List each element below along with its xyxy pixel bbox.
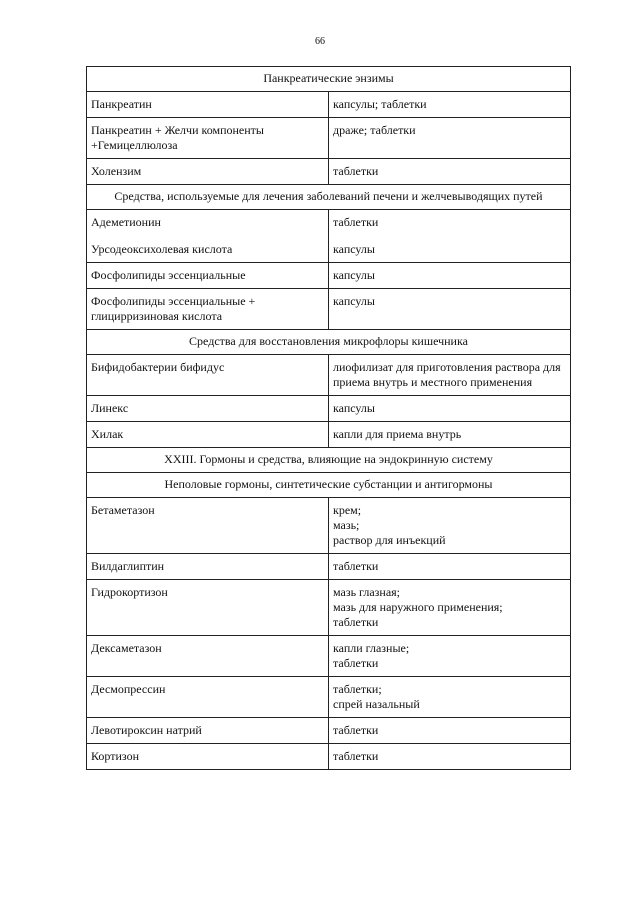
drug-name: Урсодеоксихолевая кислота [91, 242, 233, 256]
dosage-form: капсулы [333, 242, 375, 256]
table-row [87, 718, 571, 744]
dosage-form: таблетки [333, 656, 379, 670]
dosage-form-cell [329, 159, 571, 185]
table-row [87, 159, 571, 185]
dosage-form: таблетки [333, 215, 379, 229]
section-header-row [87, 473, 571, 498]
section-title: XXIII. Гормоны и средства, влияющие на эндокринную систему [87, 448, 571, 473]
table-row [87, 636, 571, 677]
dosage-form: капсулы [333, 268, 375, 282]
drug-name-cell [87, 580, 329, 636]
dosage-form: мазь глазная; [333, 585, 401, 599]
dosage-form-cell [329, 210, 571, 263]
dosage-form: лиофилизат для приготовления раствора для приема внутрь и местного применения [333, 360, 561, 389]
drug-name: Кортизон [91, 749, 140, 763]
table-row [87, 422, 571, 448]
drug-name-cell [87, 210, 329, 263]
table-row [87, 744, 571, 770]
dosage-form-cell [329, 289, 571, 330]
table-row [87, 355, 571, 396]
drug-name-cell [87, 92, 329, 118]
dosage-form-cell [329, 498, 571, 554]
dosage-form: таблетки [333, 164, 379, 178]
dosage-form-cell [329, 92, 571, 118]
dosage-form: спрей назальный [333, 697, 420, 711]
dosage-form: капсулы; таблетки [333, 97, 427, 111]
dosage-form: капсулы [333, 401, 375, 415]
dosage-form: раствор для инъекций [333, 533, 446, 547]
drug-table [86, 66, 571, 770]
dosage-form-cell [329, 396, 571, 422]
table-row [87, 396, 571, 422]
dosage-form-cell [329, 718, 571, 744]
section-header-row [87, 185, 571, 210]
drug-name: Панкреатин [91, 97, 152, 111]
drug-name: Бетаметазон [91, 503, 155, 517]
drug-name: +Гемицеллюлоза [91, 138, 178, 152]
drug-name: Фосфолипиды эссенциальные [91, 268, 246, 282]
drug-name-cell [87, 554, 329, 580]
table-row [87, 263, 571, 289]
drug-name-cell [87, 355, 329, 396]
dosage-form: таблетки [333, 615, 379, 629]
dosage-form: капсулы [333, 294, 375, 308]
dosage-form-cell [329, 355, 571, 396]
table-row [87, 289, 571, 330]
dosage-form-cell [329, 554, 571, 580]
dosage-form-cell [329, 118, 571, 159]
dosage-form-cell [329, 744, 571, 770]
table-row [87, 210, 571, 263]
dosage-form-cell [329, 636, 571, 677]
section-title: Средства для восстановления микрофлоры кишечника [87, 330, 571, 355]
drug-name: Вилдаглиптин [91, 559, 165, 573]
drug-name-cell [87, 744, 329, 770]
drug-name: Линекс [91, 401, 129, 415]
drug-name: Холензим [91, 164, 142, 178]
dosage-form-cell [329, 263, 571, 289]
section-header-row [87, 67, 571, 92]
section-title: Панкреатические энзимы [87, 67, 571, 92]
dosage-form: мазь; [333, 518, 360, 532]
drug-name: Панкреатин + Желчи компоненты [91, 123, 264, 137]
dosage-form: драже; таблетки [333, 123, 416, 137]
drug-name: Десмопрессин [91, 682, 166, 696]
section-header-row [87, 448, 571, 473]
drug-name: Хилак [91, 427, 124, 441]
drug-name-cell [87, 263, 329, 289]
drug-name-cell [87, 159, 329, 185]
drug-name-cell [87, 118, 329, 159]
table-row [87, 92, 571, 118]
drug-table-body [87, 67, 571, 770]
drug-name-cell [87, 636, 329, 677]
drug-name: Адеметионин [91, 215, 161, 229]
dosage-form: таблетки; [333, 682, 382, 696]
drug-name-cell [87, 289, 329, 330]
dosage-form-cell [329, 422, 571, 448]
section-title: Неполовые гормоны, синтетические субстанции и антигормоны [87, 473, 571, 498]
drug-name-cell [87, 677, 329, 718]
table-row [87, 554, 571, 580]
dosage-form: капли глазные; [333, 641, 410, 655]
section-header-row [87, 330, 571, 355]
table-row [87, 677, 571, 718]
dosage-form: таблетки [333, 749, 379, 763]
dosage-form: мазь для наружного применения; [333, 600, 503, 614]
table-row [87, 580, 571, 636]
dosage-form-cell [329, 677, 571, 718]
drug-name: глицирризиновая кислота [91, 309, 223, 323]
drug-name: Дексаметазон [91, 641, 162, 655]
section-title: Средства, используемые для лечения заболеваний печени и желчевыводящих путей [87, 185, 571, 210]
table-row [87, 498, 571, 554]
dosage-form: крем; [333, 503, 362, 517]
drug-name: Левотироксин натрий [91, 723, 202, 737]
drug-name-cell [87, 422, 329, 448]
drug-name: Гидрокортизон [91, 585, 168, 599]
drug-name: Бифидобактерии бифидус [91, 360, 225, 374]
table-row [87, 118, 571, 159]
dosage-form: капли для приема внутрь [333, 427, 462, 441]
dosage-form: таблетки [333, 559, 379, 573]
drug-name-cell [87, 396, 329, 422]
drug-name-cell [87, 718, 329, 744]
drug-name: Фосфолипиды эссенциальные + [91, 294, 256, 308]
page-number: 66 [315, 36, 325, 47]
dosage-form-cell [329, 580, 571, 636]
drug-name-cell [87, 498, 329, 554]
dosage-form: таблетки [333, 723, 379, 737]
